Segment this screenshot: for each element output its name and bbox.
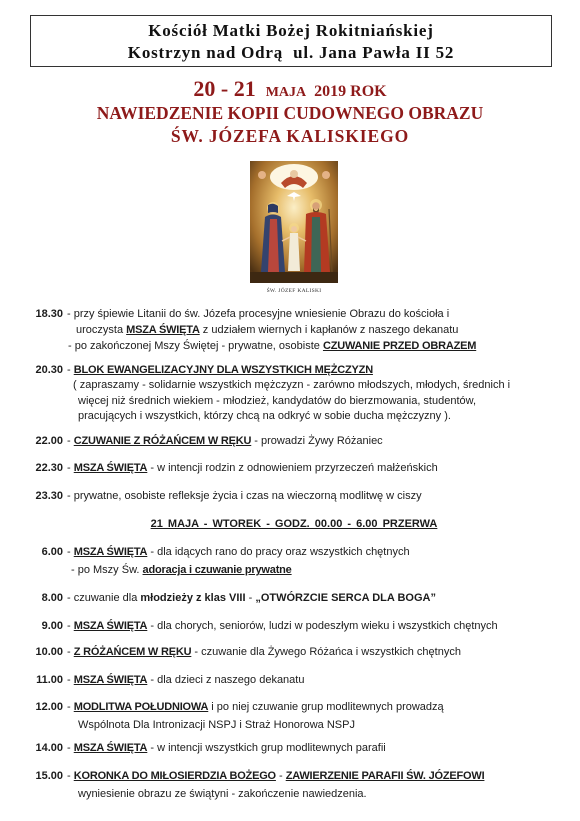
holy-mass-label: MSZA ŚWIĘTA	[73, 620, 148, 632]
entry-line	[78, 394, 476, 408]
schedule-entry-2330	[0, 489, 580, 503]
line-text: więcej niż średnich wiekiem - młodzież, kandydatów do bierzmowania, studentów,	[78, 395, 477, 407]
entry-line	[67, 363, 373, 377]
line-text: -	[67, 620, 74, 632]
schedule-entry-1830	[0, 307, 580, 352]
schedule-entry-1500	[0, 769, 580, 800]
line-text: -	[67, 674, 74, 686]
event-highlight: KORONKA DO MIŁOSIERDZIA BOŻEGO	[73, 770, 276, 782]
line-text: -	[67, 462, 74, 474]
youth-group-label: młodzieży z klas VIII	[140, 592, 246, 604]
jesus-head	[291, 226, 297, 232]
time-label: 18.30	[35, 308, 63, 320]
schedule-entry-0600	[0, 545, 580, 576]
line-text: ( zapraszamy - solidarnie wszystkich mężczyzn - zarówno młodszych, młodych, średnich i	[73, 379, 511, 391]
time-label: 15.00	[35, 770, 63, 782]
saint-joseph-painting	[250, 161, 338, 283]
event-subtitle: ŚW. JÓZEFA KALISKIEGO	[170, 126, 410, 146]
entry-line	[78, 718, 355, 732]
line-text: -	[67, 364, 74, 376]
line-text: wyniesienie obrazu ze świątyni - zakończenie nawiedzenia.	[78, 788, 367, 800]
cherub-left	[258, 171, 266, 179]
entry-line	[67, 461, 438, 475]
time-label: 14.00	[35, 742, 63, 754]
painting-caption: ŚW. JÓZEF KALISKI	[266, 288, 322, 294]
holy-mass-label: MSZA ŚWIĘTA	[126, 324, 200, 336]
entry-line	[67, 545, 410, 559]
line-text: - dla idących rano do pracy oraz wszystkich chętnych	[147, 546, 410, 558]
line-text: - dla chorych, seniorów, ludzi w podeszłym wieku i wszystkich chętnych	[147, 620, 498, 632]
entry-line	[67, 434, 383, 448]
schedule-entry-0900	[0, 619, 580, 633]
line-text: - prowadzi Żywy Różaniec	[251, 435, 383, 447]
entry-line	[67, 673, 304, 687]
holy-mass-label: MSZA ŚWIĘTA	[73, 546, 148, 558]
painting-floor	[250, 272, 338, 283]
entry-line	[67, 489, 422, 503]
line-text: - po Mszy Św.	[71, 564, 143, 576]
entry-line	[67, 619, 498, 633]
schedule-entry-2230	[0, 461, 580, 475]
line-text: pracujących i wszystkich, którzy chcą na odkryć w sobie ducha mężczyzny ).	[78, 410, 451, 422]
line-text: uroczysta	[76, 324, 127, 336]
church-header-box	[30, 15, 552, 67]
entry-line	[76, 323, 458, 337]
line-text: z udziałem wiernych i kapłanów z naszego dekanatu	[199, 324, 459, 336]
mary-veil	[268, 204, 278, 213]
time-label: 22.00	[35, 435, 63, 447]
schedule-entry-1400	[0, 741, 580, 755]
line-text: - przy śpiewie Litanii do św. Józefa procesyjne wniesienie Obrazu do kościoła i	[67, 308, 450, 320]
schedule-entry-0800	[0, 591, 580, 605]
jesus-robe	[288, 233, 300, 271]
line-text: - dla dzieci z naszego dekanatu	[147, 674, 305, 686]
father-head	[290, 170, 298, 178]
line-text: -	[67, 546, 74, 558]
line-text: - prywatne, osobiste refleksje życia i czas na wieczorną modlitwę w ciszy	[67, 490, 422, 502]
line-text: - w intencji rodzin z odnowieniem przyrzeczeń małżeńskich	[147, 462, 438, 474]
event-highlight: adoracja i czuwanie prywatne	[142, 564, 292, 576]
entry-line	[68, 339, 476, 353]
time-label: 11.00	[36, 674, 63, 686]
line-text: -	[67, 701, 74, 713]
time-label: 20.30	[35, 364, 63, 376]
line-text: -	[67, 646, 74, 658]
entry-line	[67, 741, 386, 755]
entry-line	[73, 378, 510, 392]
time-label: 22.30	[35, 462, 63, 474]
entry-line	[67, 769, 484, 783]
schedule-entry-1200	[0, 700, 580, 731]
line-text: - po zakończonej Mszy Świętej - prywatne, osobiste	[68, 340, 323, 352]
church-name: Kościół Matki Bożej Rokitniańskiej	[148, 21, 434, 40]
event-month: MAJA	[265, 85, 307, 100]
god-the-father	[270, 164, 318, 190]
entry-line	[71, 563, 292, 577]
event-highlight: ZAWIERZENIE PARAFII ŚW. JÓZEFOWI	[285, 770, 485, 782]
line-text: -	[67, 435, 74, 447]
time-label: 12.00	[35, 701, 63, 713]
holy-mass-label: MSZA ŚWIĘTA	[73, 674, 148, 686]
event-highlight: CZUWANIE PRZED OBRAZEM	[322, 340, 477, 352]
line-text: -	[67, 770, 74, 782]
line-text: -	[67, 742, 74, 754]
night-break-notice: 21 MAJA - WTOREK - GODZ. 00.00 - 6.00 PRZERWA	[150, 518, 438, 530]
entry-line	[67, 700, 444, 714]
line-text: Wspólnota Dla Intronizacji NSPJ i Straż Honorowa NSPJ	[78, 719, 355, 731]
entry-line	[67, 591, 436, 605]
schedule-entry-1100	[0, 673, 580, 687]
holy-mass-label: MSZA ŚWIĘTA	[73, 462, 148, 474]
line-text: - czuwanie dla	[67, 592, 141, 604]
line-text: -	[245, 592, 256, 604]
schedule-entry-1000	[0, 645, 580, 659]
time-label: 8.00	[41, 592, 63, 604]
event-days: 20 - 21	[193, 76, 256, 101]
line-text: - w intencji wszystkich grup modlitewnych parafii	[147, 742, 386, 754]
event-highlight: Z RÓŻAŃCEM W RĘKU	[73, 646, 192, 658]
schedule-entry-2030	[0, 363, 580, 422]
event-highlight: CZUWANIE Z RÓŻAŃCEM W RĘKU	[73, 435, 252, 447]
church-address: Kostrzyn nad Odrą ul. Jana Pawła II 52	[127, 43, 455, 62]
time-label: 10.00	[35, 646, 63, 658]
entry-line	[67, 645, 461, 659]
time-label: 23.30	[35, 490, 63, 502]
event-highlight: BLOK EWANGELIZACYJNY DLA WSZYSTKICH MĘŻCZYZN	[73, 364, 373, 376]
line-text: -	[275, 770, 286, 782]
entry-line	[78, 787, 367, 801]
event-highlight: MODLITWA POŁUDNIOWA	[73, 701, 209, 713]
time-label: 9.00	[41, 620, 63, 632]
event-year: 2019 ROK	[314, 83, 387, 100]
joseph-tunic	[311, 217, 321, 272]
cherub-right	[322, 171, 330, 179]
entry-line	[78, 409, 451, 423]
line-text: - czuwanie dla Żywego Różańca i wszystkich chętnych	[191, 646, 461, 658]
holy-mass-label: MSZA ŚWIĘTA	[73, 742, 148, 754]
event-dates	[0, 77, 580, 105]
schedule-entry-2200	[0, 434, 580, 448]
event-motto: „OTWÓRZCIE SERCA DLA BOGA”	[255, 592, 436, 604]
entry-line	[67, 307, 449, 321]
time-label: 6.00	[41, 546, 63, 558]
event-title: NAWIEDZENIE KOPII CUDOWNEGO OBRAZU	[96, 103, 484, 123]
line-text: i po niej czuwanie grup modlitewnych prowadzą	[208, 701, 444, 713]
